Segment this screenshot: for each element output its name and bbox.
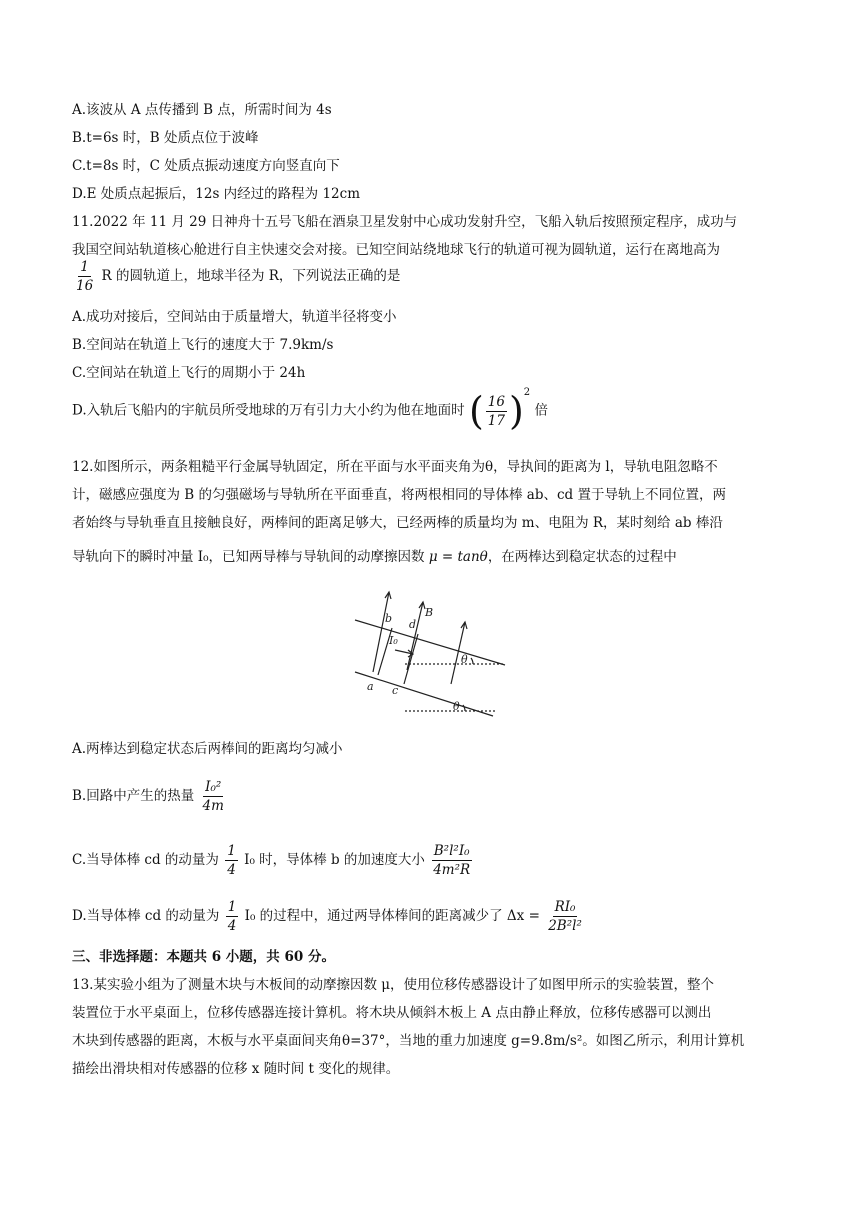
label-d: d — [409, 618, 417, 631]
angle-arc-lower — [463, 705, 465, 711]
field-arrow-1 — [373, 592, 389, 672]
label-field-B: B — [425, 606, 434, 619]
q12-distance-fraction: $\frac{\text{RI₀}}{\text{2B²l²}}$ — [548, 899, 582, 934]
lower-rail — [355, 672, 493, 716]
angle-arc-upper — [471, 658, 473, 664]
section-3-heading: 三、非选择题：本题共 6 小题，共 60 分。 — [72, 949, 335, 965]
q12-stem-line1: 12.如图所示，两条粗糙平行金属导轨固定，所在平面与水平面夹角为θ，导执间的距离为 l，导轨电阻忽略不 — [72, 459, 718, 475]
q11-stem-line1: 11.2022 年 11 月 29 日神舟十五号飞船在酒泉卫星发射中心成功发射升空，飞船入轨后按照预定程序，成功与 — [72, 214, 738, 230]
q12-heat-fraction: $\frac{\text{I₀²}}{4m}$ — [202, 779, 224, 814]
q12-stem-line2: 计，磁感应强度为 B 的匀强磁场与导轨所在平面垂直，将两根相同的导体棒 ab、cd 置于导轨上不同位置，两 — [72, 487, 726, 503]
label-c: c — [392, 684, 399, 697]
label-impulse: I₀ — [389, 634, 398, 647]
q12-inclined-rails-figure — [345, 580, 510, 725]
label-b: b — [385, 612, 393, 625]
q11-stem-line3: $\frac{1}{16}$ R 的圆轨道上，地球半径为 R，下列说法正确的是 — [76, 259, 401, 294]
q11-height-fraction: $\frac{1}{16}$ — [76, 259, 94, 294]
q11-option-b: B.空间站在轨道上飞行的速度大于 7.9km/s — [72, 337, 334, 353]
q11-option-d: D.入轨后飞船内的宇航员所受地球的万有引力大小约为他在地面时 ( $\frac{16}{17}$ )$^2$ 倍 — [72, 387, 548, 433]
q12-stem-line4: 导轨向下的瞬时冲量 I₀，已知两导棒与导轨间的动摩擦因数 μ = tanθ，在两棒达到稳定状态的过程中 — [72, 549, 677, 565]
q10-option-c: C.t=8s 时，C 处质点振动速度方向竖直向下 — [72, 158, 340, 174]
q11-ratio-fraction: $\frac{16}{17}$ — [487, 393, 505, 429]
q12-stem-line3: 者始终与导轨垂直且接触良好，两棒间的距离足够大，已经两棒的质量均为 m、电阻为 R，某时刻给 ab 棒沿 — [72, 515, 723, 531]
label-theta-upper: θ — [461, 653, 468, 666]
q11-option-a: A.成功对接后，空间站由于质量增大，轨道半径将变小 — [72, 309, 397, 325]
q12-option-c: C.当导体棒 cd 的动量为 $\frac{1}{4}$ I₀ 时，导体棒 b 的加速度大小 $\frac{\text{B²l²I₀}}{\text{4m²R}}$ — [72, 843, 471, 878]
label-a: a — [367, 680, 374, 693]
q10-option-a: A.该波从 A 点传播到 B 点，所需时间为 4s — [72, 102, 332, 118]
q13-line3: 木块到传感器的距离，木板与水平桌面间夹角θ=37°，当地的重力加速度 g=9.8m/s²。如图乙所示，利用计算机 — [72, 1033, 745, 1049]
q11-stem-line2: 我国空间站轨道核心舱进行自主快速交会对接。已知空间站绕地球飞行的轨道可视为圆轨道，运行在离地高为 — [72, 242, 720, 258]
rod-cd — [404, 634, 418, 684]
q12-option-d: D.当导体棒 cd 的动量为 $\frac{1}{4}$ I₀ 的过程中，通过两导体棒间的距离减少了 Δx = $\frac{\text{RI₀}}{\text{2B²l²}}$ — [72, 899, 582, 934]
q11-option-c: C.空间站在轨道上飞行的周期小于 24h — [72, 365, 306, 381]
q12-acceleration-fraction: $\frac{\text{B²l²I₀}}{\text{4m²R}}$ — [433, 843, 471, 878]
q13-line2: 装置位于水平桌面上，位移传感器连接计算机。将木块从倾斜木板上 A 点由静止释放，位移传感器可以测出 — [72, 1005, 712, 1021]
q10-option-d: D.E 处质点起振后，12s 内经过的路程为 12cm — [72, 186, 361, 202]
label-theta-lower: θ — [453, 700, 460, 713]
upper-rail — [355, 620, 505, 665]
q13-line1: 13.某实验小组为了测量木块与木板间的动摩擦因数 μ，使用位移传感器设计了如图甲所示的实验装置，整个 — [72, 977, 715, 993]
q13-line4: 描绘出滑块相对传感器的位移 x 随时间 t 变化的规律。 — [72, 1061, 400, 1077]
q12-option-a: A.两棒达到稳定状态后两棒间的距离均匀减小 — [72, 741, 343, 757]
q10-option-b: B.t=6s 时，B 处质点位于波峰 — [72, 130, 259, 146]
q12-option-b: B.回路中产生的热量 $\frac{\text{I₀²}}{4m}$ — [72, 779, 224, 814]
